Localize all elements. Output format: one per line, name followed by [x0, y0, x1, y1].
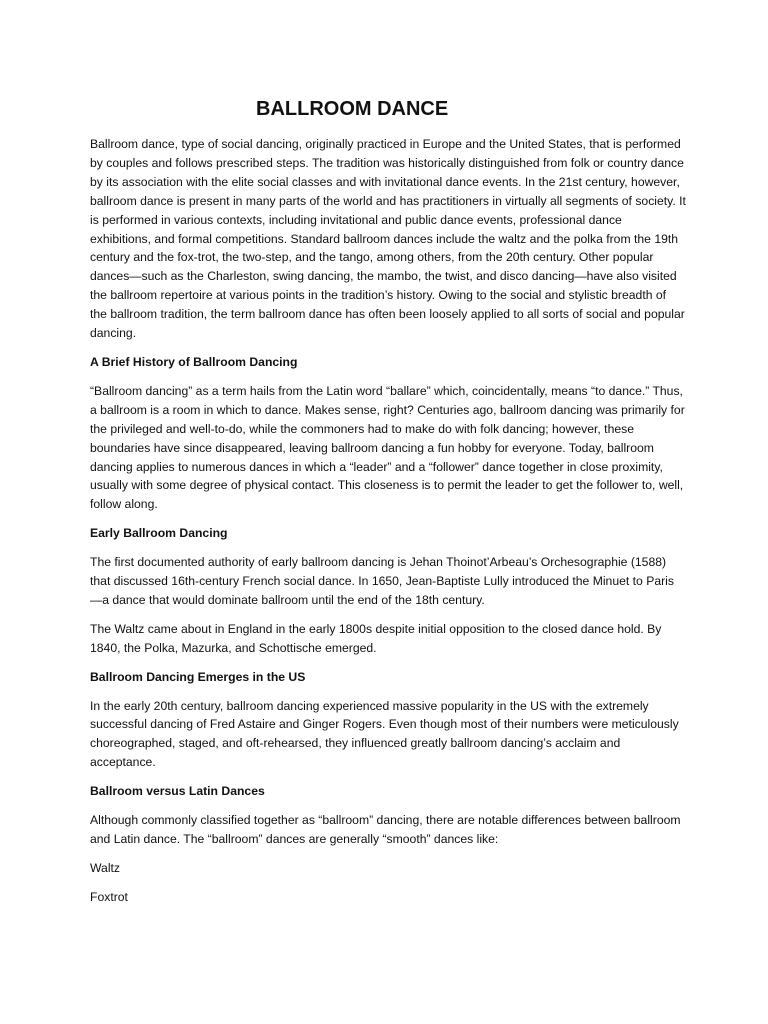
document-page: [90, 96, 686, 917]
early-ballroom-paragraph-1: The first documented authority of early ballroom dancing is Jehan Thoinot’Arbeau’s Orchesographie (1588) that discussed 16th-century French social dance. In 1650, Jean-Baptiste Lully introduced the Minuet to Paris—a dance that would dominate ballroom until the end of the 18th century.: [90, 555, 674, 607]
early-ballroom-paragraph-2: The Waltz came about in England in the early 1800s despite initial opposition to the closed dance hold. By 1840, the Polka, Mazurka, and Schottische emerged.: [90, 621, 662, 655]
section-heading-us: Ballroom Dancing Emerges in the US: [90, 669, 306, 684]
list-item-waltz: Waltz: [90, 860, 121, 875]
us-paragraph: In the early 20th century, ballroom dancing experienced massive popularity in the US with the extremely successful dancing of Fred Astaire and Ginger Rogers. Even though most of their numbers were meticulously choreographed, staged, and oft-rehearsed, they influenced greatly ballroom dancing’s acclaim and acceptance.: [90, 698, 679, 770]
ballroom-vs-latin-paragraph: Although commonly classified together as “ballroom” dancing, there are notable differences between ballroom and Latin dance. The “ballroom” dances are generally “smooth” dances like:: [90, 813, 681, 846]
list-item-foxtrot: Foxtrot: [90, 889, 128, 904]
section-heading-brief-history: A Brief History of Ballroom Dancing: [90, 354, 298, 369]
brief-history-paragraph: “Ballroom dancing” as a term hails from the Latin word “ballare” which, coincidentally, means “to dance.” Thus, a ballroom is a room in which to dance. Makes sense, right? Centuries ago, ballroom dancing was primarily for the privileged and well-to-do, while the commoners had to make do with folk dancing; however, these boundaries have since disappeared, leaving ballroom dancing a fun hobby for everyone. Today, ballroom dancing applies to numerous dances in which a “leader” and a “follower” dance together in close proximity, usually with some degree of physical contact. This closeness is to permit the leader to get the follower to, well, follow along.: [90, 383, 685, 512]
section-heading-ballroom-vs-latin: Ballroom versus Latin Dances: [90, 784, 265, 799]
intro-paragraph: Ballroom dance, type of social dancing, originally practiced in Europe and the United States, that is performed by couples and follows prescribed steps. The tradition was historically distinguished from folk or country dance by its association with the elite social classes and with invitational dance events. In the 21st century, however, ballroom dance is present in many parts of the world and has practitioners in virtually all segments of society. It is performed in various contexts, including invitational and public dance events, professional dance exhibitions, and formal competitions. Standard ballroom dances include the waltz and the polka from the 19th century and the fox-trot, the two-step, and the tango, among others, from the 20th century. Other popular dances—such as the Charleston, swing dancing, the mambo, the twist, and disco dancing—have also visited the ballroom repertoire at various points in the tradition’s history. Owing to the social and stylistic breadth of the ballroom tradition, the term ballroom dance has often been loosely applied to all sorts of social and popular dancing.: [90, 137, 686, 341]
document-title: BALLROOM DANCE: [256, 98, 449, 120]
section-heading-early-ballroom: Early Ballroom Dancing: [90, 526, 228, 541]
